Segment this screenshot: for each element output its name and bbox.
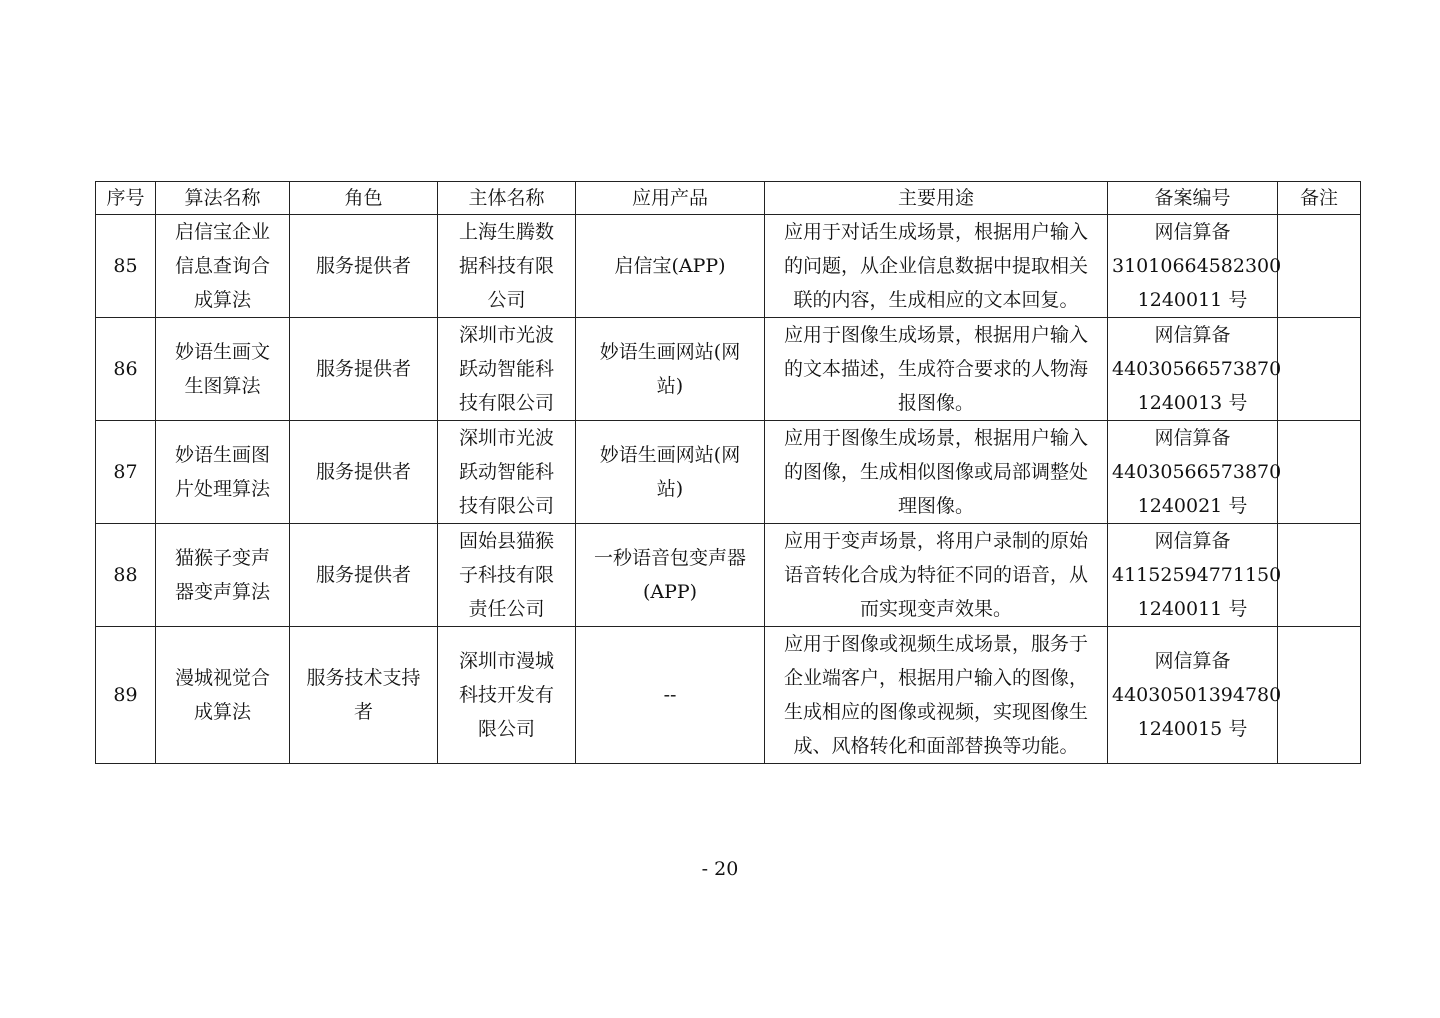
cell-note (1278, 421, 1361, 524)
cell-name: 妙语生画图 片处理算法 (156, 421, 290, 524)
cell-note (1278, 318, 1361, 421)
cell-product: 妙语生画网站(网 站) (576, 318, 765, 421)
table-row (96, 318, 1361, 421)
cell-role: 服务提供者 (290, 215, 438, 318)
header-use: 主要用途 (765, 182, 1108, 215)
cell-entity: 深圳市漫城 科技开发有 限公司 (438, 627, 576, 764)
cell-note (1278, 524, 1361, 627)
table-row (96, 421, 1361, 524)
cell-use: 应用于图像生成场景，根据用户输入 的图像，生成相似图像或局部调整处 理图像。 (765, 421, 1108, 524)
cell-product: 启信宝(APP) (576, 215, 765, 318)
header-record: 备案编号 (1108, 182, 1278, 215)
cell-use: 应用于对话生成场景，根据用户输入 的问题，从企业信息数据中提取相关 联的内容，生成相应的文本回复。 (765, 215, 1108, 318)
table-row (96, 524, 1361, 627)
table-header-row (96, 182, 1361, 215)
cell-no: 86 (96, 318, 156, 421)
algorithm-registry-table (95, 181, 1361, 764)
header-no: 序号 (96, 182, 156, 215)
cell-use: 应用于变声场景，将用户录制的原始 语音转化合成为特征不同的语音，从 而实现变声效果。 (765, 524, 1108, 627)
cell-product: -- (576, 627, 765, 764)
cell-entity: 上海生腾数 据科技有限 公司 (438, 215, 576, 318)
cell-product: 妙语生画网站(网 站) (576, 421, 765, 524)
cell-role: 服务提供者 (290, 318, 438, 421)
header-entity: 主体名称 (438, 182, 576, 215)
cell-role: 服务提供者 (290, 421, 438, 524)
cell-name: 启信宝企业 信息查询合 成算法 (156, 215, 290, 318)
cell-record: 网信算备 44030566573870 1240021 号 (1108, 421, 1278, 524)
page-number: - 20 (701, 858, 739, 880)
cell-no: 87 (96, 421, 156, 524)
header-note: 备注 (1278, 182, 1361, 215)
table-row (96, 627, 1361, 764)
cell-use: 应用于图像生成场景，根据用户输入 的文本描述，生成符合要求的人物海 报图像。 (765, 318, 1108, 421)
cell-no: 85 (96, 215, 156, 318)
header-role: 角色 (290, 182, 438, 215)
cell-name: 漫城视觉合 成算法 (156, 627, 290, 764)
cell-record: 网信算备 44030501394780 1240015 号 (1108, 627, 1278, 764)
cell-no: 89 (96, 627, 156, 764)
cell-entity: 固始县猫猴 子科技有限 责任公司 (438, 524, 576, 627)
cell-name: 猫猴子变声 器变声算法 (156, 524, 290, 627)
cell-entity: 深圳市光波 跃动智能科 技有限公司 (438, 421, 576, 524)
cell-use: 应用于图像或视频生成场景，服务于 企业端客户，根据用户输入的图像， 生成相应的图像或视频，实现图像生 成、风格转化和面部替换等功能。 (765, 627, 1108, 764)
table-row (96, 215, 1361, 318)
cell-note (1278, 627, 1361, 764)
header-product: 应用产品 (576, 182, 765, 215)
cell-record: 网信算备 44030566573870 1240013 号 (1108, 318, 1278, 421)
cell-no: 88 (96, 524, 156, 627)
cell-name: 妙语生画文 生图算法 (156, 318, 290, 421)
cell-note (1278, 215, 1361, 318)
cell-role: 服务提供者 (290, 524, 438, 627)
header-name: 算法名称 (156, 182, 290, 215)
cell-record: 网信算备 41152594771150 1240011 号 (1108, 524, 1278, 627)
cell-entity: 深圳市光波 跃动智能科 技有限公司 (438, 318, 576, 421)
cell-record: 网信算备 31010664582300 1240011 号 (1108, 215, 1278, 318)
cell-role: 服务技术支持 者 (290, 627, 438, 764)
cell-product: 一秒语音包变声器 (APP) (576, 524, 765, 627)
